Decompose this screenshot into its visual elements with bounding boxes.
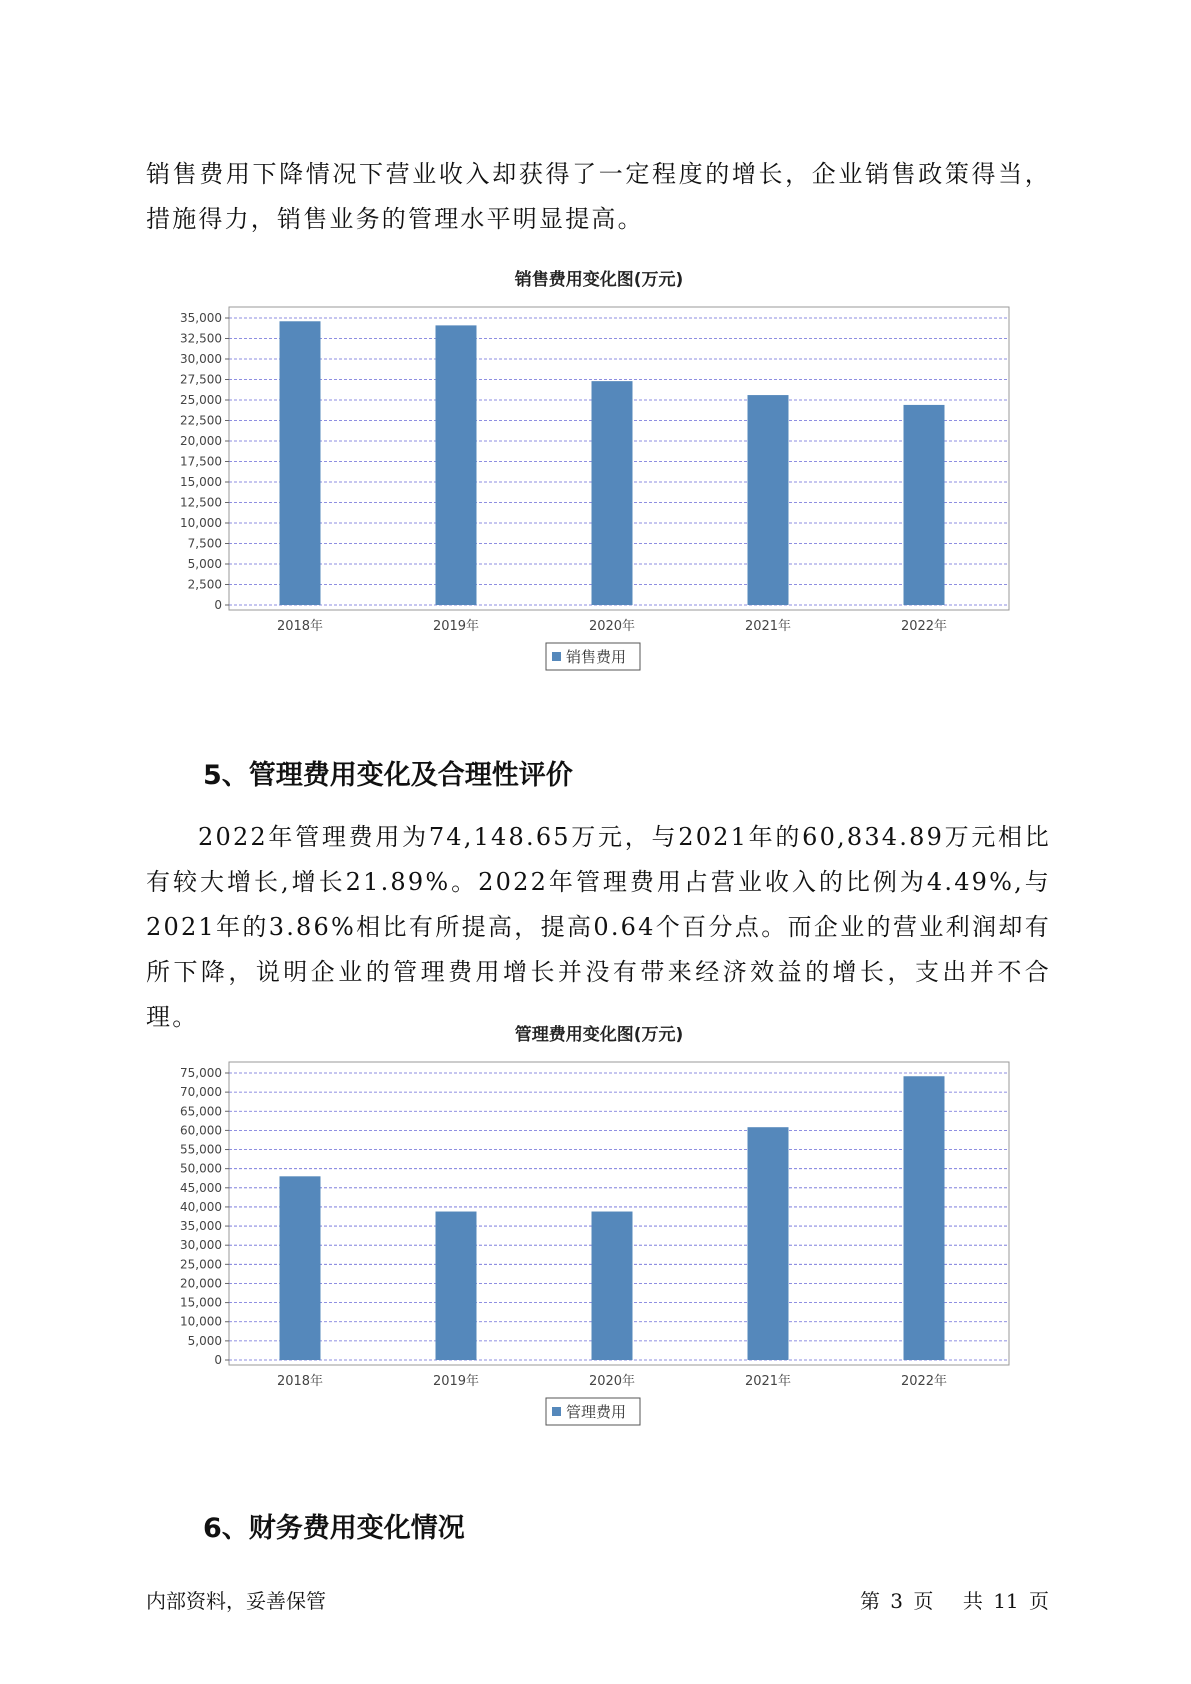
admin-chart-ytick-label: 45,000: [180, 1180, 222, 1195]
sales-chart-legend-label: 销售费用: [566, 648, 627, 666]
admin-chart-ytick-label: 75,000: [180, 1066, 222, 1080]
sales-chart-ytick-label: 15,000: [180, 475, 222, 489]
admin-chart-ytick-label: 10,000: [180, 1314, 222, 1329]
admin-chart-bar-2: [436, 1212, 477, 1360]
sales-chart-xtick-label: 2020年: [588, 619, 636, 634]
sales-chart-bar-3: [592, 381, 633, 605]
sales-chart-xtick-label: 2018年: [276, 619, 324, 634]
section5-heading: 5、管理费用变化及合理性评价: [203, 760, 573, 791]
admin-chart-ytick-label: 55,000: [180, 1142, 222, 1157]
admin-chart-ytick-label: 70,000: [180, 1085, 222, 1100]
sales-chart-xtick-label: 2021年: [744, 619, 792, 634]
admin-chart-ytick-label: 5,000: [187, 1333, 222, 1348]
admin-chart-ytick-label: 20,000: [180, 1276, 222, 1291]
admin-chart-ytick-label: 0: [214, 1353, 222, 1367]
admin-chart-ytick-label: 60,000: [180, 1123, 222, 1138]
admin-chart-legend-label: 管理费用: [566, 1403, 627, 1421]
admin-chart-bar-3: [592, 1212, 633, 1360]
footer-total-pages: 11: [993, 1589, 1019, 1613]
sales-chart-ytick-label: 25,000: [180, 393, 222, 407]
sales-chart-ytick-label: 5,000: [187, 557, 222, 571]
admin-chart-ytick-label: 65,000: [180, 1104, 222, 1119]
sales-chart-ytick-label: 7,500: [187, 536, 222, 551]
footer-confidential: 内部资料，妥善保管: [146, 1589, 326, 1613]
admin-chart-title: 管理费用变化图(万元): [514, 1025, 684, 1045]
sales-chart-ytick-label: 22,500: [180, 413, 222, 428]
sales-chart-bar-2: [436, 325, 477, 605]
sales-chart-ytick-label: 12,500: [180, 495, 222, 510]
sales-chart-bar-5: [904, 405, 945, 605]
section6-heading: 6、财务费用变化情况: [203, 1513, 465, 1544]
admin-chart-ytick-label: 40,000: [180, 1199, 222, 1214]
admin-chart-xtick-label: 2019年: [432, 1374, 480, 1389]
admin-chart-xtick-label: 2020年: [588, 1374, 636, 1389]
footer-total-prefix: 共: [962, 1589, 983, 1613]
admin-chart-bar-4: [748, 1127, 789, 1360]
admin-chart-bar-1: [280, 1176, 321, 1360]
admin-chart-ytick-label: 25,000: [180, 1257, 222, 1272]
sales-chart-xtick-label: 2022年: [900, 619, 948, 634]
sales-chart-ytick-label: 0: [214, 598, 222, 612]
admin-chart-ytick-label: 50,000: [180, 1161, 222, 1176]
admin-chart-ytick-label: 15,000: [180, 1295, 222, 1310]
admin-chart-xtick-label: 2018年: [276, 1374, 324, 1389]
sales-chart-ytick-label: 30,000: [180, 352, 222, 366]
sales-chart-bar-1: [280, 321, 321, 605]
sales-expense-chart-svg: [146, 265, 1046, 715]
sales-chart-ytick-label: 20,000: [180, 434, 222, 448]
section5-paragraph: 2022年管理费用为74,148.65万元，与2021年的60,834.89万元相比有较大增长,增长21.89%。2022年管理费用占营业收入的比例为4.49%,与2021年的3.86%相比有所提高，提高0.64个百分点。而企业的营业利润却有所下降，说明企业的管理费用增长并没有带来经济效益的增长，支出并不合理。: [146, 823, 1051, 1031]
sales-chart-ytick-label: 17,500: [180, 454, 222, 469]
footer-page-unit: 页: [913, 1589, 934, 1613]
footer-page-prefix: 第: [859, 1589, 880, 1613]
footer-page-number: 3: [890, 1589, 904, 1613]
sales-chart-legend-swatch: [552, 652, 561, 661]
footer-total-unit: 页: [1029, 1589, 1049, 1613]
admin-expense-chart-svg: [146, 1020, 1046, 1470]
sales-chart-ytick-label: 2,500: [187, 577, 222, 592]
sales-chart-xtick-label: 2019年: [432, 619, 480, 634]
intro-paragraph: 销售费用下降情况下营业收入却获得了一定程度的增长，企业销售政策得当，措施得力，销售业务的管理水平明显提高。: [146, 160, 1051, 233]
admin-chart-legend-swatch: [552, 1407, 561, 1416]
admin-chart-bar-5: [904, 1076, 945, 1360]
sales-chart-ytick-label: 10,000: [180, 516, 222, 530]
admin-chart-xtick-label: 2022年: [900, 1374, 948, 1389]
footer-page-info: [858, 1585, 1051, 1614]
admin-expense-chart: [146, 1020, 1046, 1470]
admin-chart-ytick-label: 30,000: [180, 1238, 222, 1253]
sales-expense-chart: [146, 265, 1046, 715]
sales-chart-ytick-label: 32,500: [180, 331, 222, 346]
sales-chart-title: 销售费用变化图(万元): [514, 270, 684, 290]
sales-chart-ytick-label: 35,000: [180, 311, 222, 325]
sales-chart-ytick-label: 27,500: [180, 372, 222, 387]
admin-chart-ytick-label: 35,000: [180, 1219, 222, 1234]
sales-chart-bar-4: [748, 395, 789, 605]
admin-chart-xtick-label: 2021年: [744, 1374, 792, 1389]
